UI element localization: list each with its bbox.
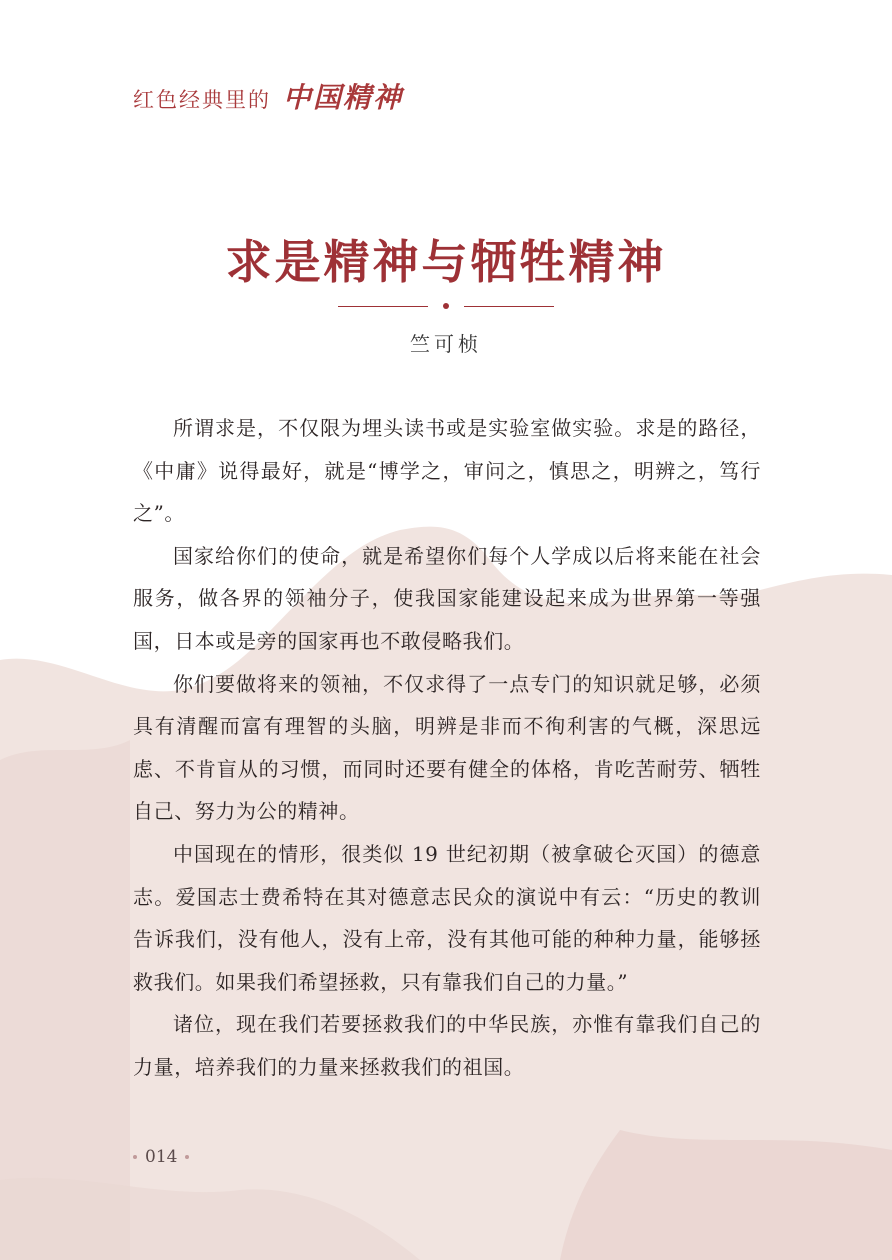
page-number-dot-right — [185, 1155, 189, 1159]
running-header — [133, 76, 403, 116]
divider-line-right — [464, 306, 554, 307]
divider-line-left — [338, 306, 428, 307]
article-title: 求是精神与牺牲精神 — [225, 235, 667, 289]
header-prefix: 红色经典里的 — [133, 88, 271, 112]
article-author: 竺可桢 — [410, 332, 482, 356]
title-divider — [338, 300, 554, 314]
paragraph-2: 国家给你们的使命，就是希望你们每个人学成以后将来能在社会服务，做各界的领袖分子，使我国家能建设起来成为世界第一等强国，日本或是旁的国家再也不敢侵略我们。 — [133, 543, 761, 653]
paragraph-3: 你们要做将来的领袖，不仅求得了一点专门的知识就足够，必须具有清醒而富有理智的头脑，明辨是非而不徇利害的气概，深思远虑、不肯盲从的习惯，而同时还要有健全的体格，肯吃苦耐劳、牺牲自己、努力为公的精神。 — [133, 671, 761, 824]
divider-dot — [443, 303, 449, 309]
page-number-dot-left — [133, 1155, 137, 1159]
page-number-text: 014 — [145, 1147, 178, 1167]
article-body — [133, 407, 761, 1089]
page-number — [133, 1147, 189, 1167]
header-emphasis: 中国精神 — [283, 81, 404, 114]
paragraph-1: 所谓求是，不仅限为埋头读书或是实验室做实验。求是的路径，《中庸》说得最好，就是“博学之，审问之，慎思之，明辨之，笃行之”。 — [133, 416, 761, 526]
paragraph-5: 诸位，现在我们若要拯救我们的中华民族，亦惟有靠我们自己的力量，培养我们的力量来拯救我们的祖国。 — [133, 1012, 761, 1079]
paragraph-4: 中国现在的情形，很类似 19 世纪初期（被拿破仑灭国）的德意志。爱国志士费希特在其对德意志民众的演说中有云：“历史的教训告诉我们，没有他人，没有上帝，没有其他可能的种种力量，能够拯救我们。如果我们希望拯救，只有靠我们自己的力量。” — [133, 841, 761, 994]
